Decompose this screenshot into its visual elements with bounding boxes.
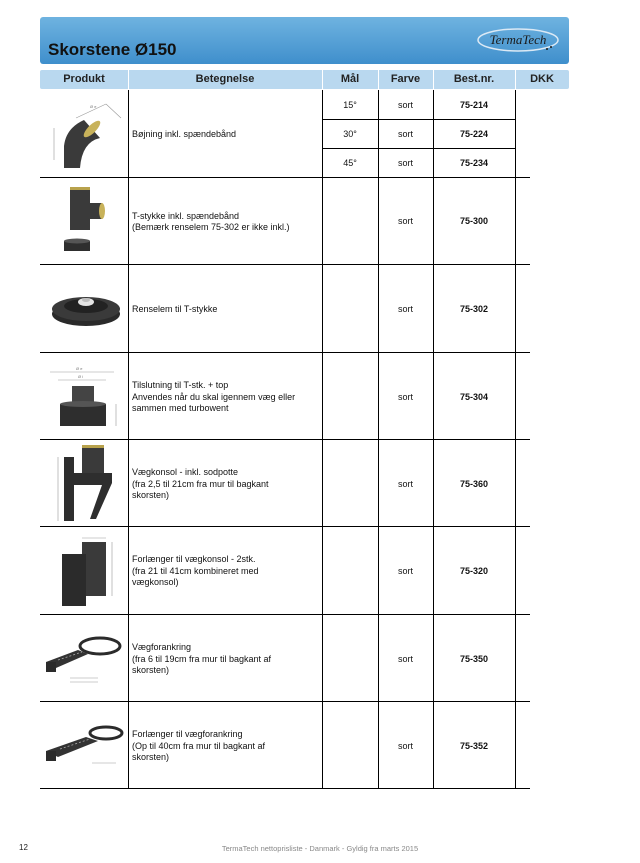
svg-text:Ø i: Ø i <box>78 374 84 379</box>
item-number: 75-360 <box>459 479 489 489</box>
logo-text: TermaTech <box>489 32 547 47</box>
item-number: 75-300 <box>459 216 489 226</box>
footer-text: TermaTech nettoprisliste - Danmark - Gyldig fra marts 2015 <box>221 844 419 853</box>
page-title: Skorstene Ø150 <box>48 40 177 59</box>
table-row <box>40 90 530 177</box>
row-description: Forlænger til vægkonsol - 2stk. <box>132 554 256 564</box>
color-value: sort <box>397 304 413 314</box>
wall-anchor-drawing-icon <box>42 632 126 686</box>
item-number: 75-234 <box>459 158 489 168</box>
row-description: Anvendes når du skal igennem væg eller <box>132 391 296 402</box>
item-number: 75-320 <box>459 566 489 576</box>
size-value: 45° <box>343 158 357 168</box>
table-row <box>40 352 530 439</box>
page-number: 12 <box>19 843 28 852</box>
elbow-pipe-drawing-icon <box>46 98 126 170</box>
column-header <box>40 70 569 89</box>
wall-bracket-drawing-icon <box>52 443 122 523</box>
row-description: (fra 21 til 41cm kombineret med <box>132 565 259 576</box>
table-row <box>40 701 530 788</box>
item-number: 75-214 <box>459 100 489 110</box>
row-description: skorsten) <box>132 752 170 762</box>
row-description: Vægkonsol - inkl. sodpotte <box>132 467 239 477</box>
row-description: Renselem til T-stykke <box>132 304 218 314</box>
column-farve: Farve <box>390 73 421 85</box>
row-description: skorsten) <box>132 665 170 675</box>
row-description: Vægforankring <box>132 642 192 652</box>
color-value: sort <box>397 216 413 226</box>
termatech-logo <box>475 25 561 55</box>
row-description: Tilslutning til T-stk. + top <box>132 380 229 390</box>
row-description: (fra 2,5 til 21cm fra mur til bagkant <box>132 478 269 489</box>
item-number: 75-304 <box>459 392 489 402</box>
svg-text:Ø e: Ø e <box>90 104 97 109</box>
row-description: (fra 6 til 19cm fra mur til bagkant af <box>132 653 272 664</box>
row-description: (Bemærk renselem 75-302 er ikke inkl.) <box>132 222 290 232</box>
table-row <box>40 439 530 526</box>
row-description: Forlænger til vægforankring <box>132 729 243 739</box>
cleaning-hatch-drawing-icon <box>48 284 124 332</box>
color-value: sort <box>397 158 413 168</box>
color-value: sort <box>397 392 413 402</box>
color-value: sort <box>397 129 413 139</box>
size-value: 30° <box>343 129 357 139</box>
color-value: sort <box>397 741 413 751</box>
item-number: 75-302 <box>459 304 489 314</box>
column-bestnr: Best.nr. <box>453 73 495 85</box>
size-value: 15° <box>343 100 357 110</box>
row-description: T-stykke inkl. spændebånd <box>132 211 240 221</box>
table-row <box>40 264 530 352</box>
anchor-extension-drawing-icon <box>42 721 126 771</box>
item-number: 75-224 <box>459 129 489 139</box>
connection-piece-drawing-icon <box>44 360 126 432</box>
column-maal: Mål <box>340 73 360 85</box>
color-value: sort <box>397 479 413 489</box>
row-description: skorsten) <box>132 490 170 500</box>
bracket-extension-drawing-icon <box>54 532 118 610</box>
item-number: 75-352 <box>459 741 489 751</box>
title-banner <box>40 17 569 64</box>
column-produkt: Produkt <box>63 73 105 85</box>
item-number: 75-350 <box>459 654 489 664</box>
column-dkk: DKK <box>530 73 554 85</box>
t-piece-drawing-icon <box>54 185 114 257</box>
row-description: vægkonsol) <box>132 577 179 587</box>
table-row <box>40 614 530 701</box>
row-description: Bøjning inkl. spændebånd <box>132 129 237 139</box>
column-betegnelse: Betegnelse <box>195 73 255 85</box>
color-value: sort <box>397 100 413 110</box>
table-row <box>40 177 530 264</box>
color-value: sort <box>397 566 413 576</box>
row-description: (Op til 40cm fra mur til bagkant af <box>132 740 266 751</box>
row-description: sammen med turbowent <box>132 403 229 413</box>
color-value: sort <box>397 654 413 664</box>
svg-text:Ø e: Ø e <box>76 366 83 371</box>
table-row <box>40 526 530 614</box>
